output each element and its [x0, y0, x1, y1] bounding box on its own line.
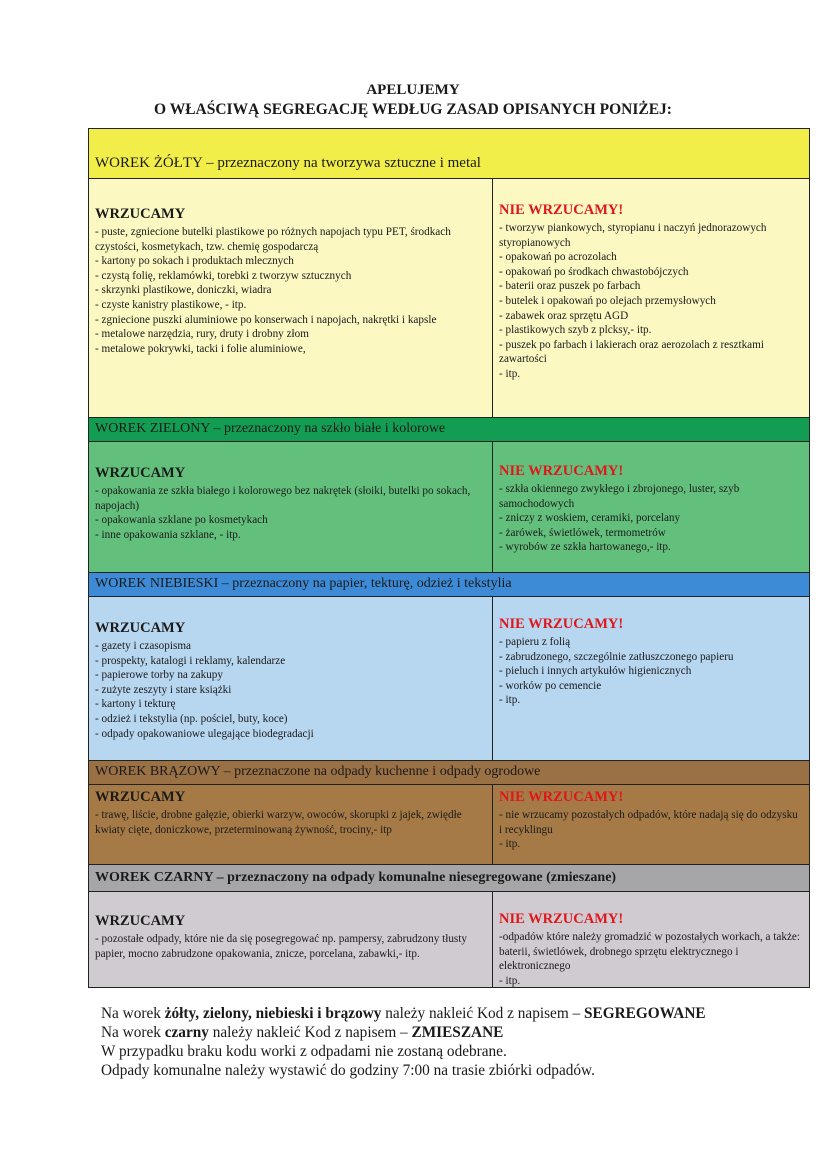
yellow-forbidden-list: [499, 221, 803, 382]
black-forbidden-cell: [493, 892, 809, 987]
blue-allowed-title: WRZUCAMY: [95, 620, 186, 636]
poster-title-line1: APELUJEMY: [366, 82, 460, 98]
list-item: - baterii oraz puszek po farbach: [499, 280, 641, 293]
poster-title-line2: O WŁAŚCIWĄ SEGREGACJĘ WEDŁUG ZASAD OPISANYCH PONIŻEJ:: [154, 101, 672, 118]
green-allowed-list: [95, 484, 486, 542]
list-item: - gazety i czasopisma: [95, 640, 191, 652]
list-item: - butelek i opakowań po olejach przemysłowych: [499, 294, 716, 307]
list-item: - zniczy z woskiem, ceramiki, porcelany: [499, 512, 681, 525]
list-item: - nie wrzucamy pozostałych odpadów, które nadają się do odzysku i recyklingu: [499, 809, 798, 836]
yellow-allowed-cell: [89, 179, 493, 417]
brown-forbidden-list: [499, 808, 803, 852]
footer-line-4: Odpady komunalne należy wystawić do godziny 7:00 na trasie zbiórki odpadów.: [101, 1062, 595, 1079]
black-allowed-cell: [89, 892, 493, 987]
black-bag-header: WOREK CZARNY – przeznaczony na odpady komunalne niesegregowane (zmieszane): [89, 865, 809, 892]
brown-bag-row: [89, 785, 809, 865]
yellow-bag-header: WOREK ŻÓŁTY – przeznaczony na tworzywa sztuczne i metal: [89, 129, 809, 179]
list-item: - opakowań po środkach chwastobójczych: [499, 265, 689, 278]
black-allowed-list: [95, 932, 486, 961]
list-item: - kartony po sokach i produktach mlecznych: [95, 255, 294, 268]
blue-bag-header: WOREK NIEBIESKI – przeznaczony na papier, tekturę, odzież i tekstylia: [89, 573, 809, 597]
yellow-forbidden-title: NIE WRZUCAMY!: [499, 202, 624, 218]
green-forbidden-list: [499, 482, 803, 555]
footer-text: Na worek: [101, 1024, 165, 1041]
list-item: - żarówek, świetlówek, termometrów: [499, 526, 666, 539]
list-item: - itp.: [499, 367, 521, 380]
list-item: - skrzynki plastikowe, doniczki, wiadra: [95, 284, 272, 297]
list-item: - inne opakowania szklane, - itp.: [95, 528, 241, 541]
list-item: - metalowe narzędzia, rury, druty i drobny złom: [95, 328, 309, 341]
green-bag-row: [89, 442, 809, 573]
green-forbidden-cell: [493, 442, 809, 572]
footer-line-2: [101, 1023, 706, 1042]
blue-bag-row: [89, 597, 809, 761]
list-item: - papieru z folią: [499, 636, 571, 648]
segregation-table: [88, 128, 810, 988]
footer-instructions: [101, 1004, 706, 1080]
list-item: - pieluch i innych artykułów higienicznych: [499, 665, 692, 678]
list-item: - tworzyw piankowych, styropianu i naczyń jednorazowych styropianowych: [499, 222, 767, 249]
list-item: - zabawek oraz sprzętu AGD: [499, 309, 629, 322]
brown-allowed-list: [95, 808, 486, 837]
green-bag-header: WOREK ZIELONY – przeznaczony na szkło białe i kolorowe: [89, 418, 809, 442]
list-item: - itp.: [499, 694, 521, 707]
list-item: - worków po cemencie: [499, 679, 602, 692]
brown-allowed-title: WRZUCAMY: [95, 789, 186, 805]
list-item: - zabrudzonego, szczególnie zatłuszczonego papieru: [499, 650, 734, 663]
list-item: - itp.: [499, 974, 521, 987]
black-allowed-title: WRZUCAMY: [95, 913, 186, 929]
blue-forbidden-title: NIE WRZUCAMY!: [499, 616, 624, 632]
list-item: - pozostałe odpady, które nie da się posegregować np. pampersy, zabrudzony tłusty papier, mocno zabrudzone opakowania, znicze, porcelana, zabawki,- itp.: [95, 933, 467, 960]
footer-bag-colors: żółty, zielony, niebieski i brązowy: [164, 1005, 382, 1022]
yellow-allowed-list: [95, 225, 486, 356]
green-allowed-title: WRZUCAMY: [95, 465, 186, 481]
list-item: - opakowania ze szkła białego i kolorowego bez nakrętek (słoiki, butelki po sokach, napojach): [95, 485, 471, 512]
blue-allowed-cell: [89, 597, 493, 760]
yellow-bag-row: [89, 179, 809, 418]
list-item: - puste, zgniecione butelki plastikowe po różnych napojach typu PET, środkach czystości, kosmetykach, tzw. chemię gospodarczą: [95, 226, 451, 253]
list-item: - czyste kanistry plastikowe, - itp.: [95, 298, 247, 311]
footer-bag-black: czarny: [164, 1024, 209, 1041]
brown-forbidden-title: NIE WRZUCAMY!: [499, 789, 624, 805]
list-item: - szkła okiennego zwykłego i zbrojonego, luster, szyb samochodowych: [499, 483, 740, 510]
footer-code-zmieszane: ZMIESZANE: [411, 1024, 504, 1041]
black-forbidden-list: [499, 930, 803, 987]
black-bag-row: [89, 892, 809, 987]
list-item: - odzież i tekstylia (np. pościel, buty, koce): [95, 712, 288, 725]
footer-line-3: W przypadku braku kodu worki z odpadami nie zostaną odebrane.: [101, 1043, 507, 1060]
footer-text: Na worek: [101, 1005, 165, 1022]
list-item: -odpadów które należy gromadzić w pozostałych workach, a także: baterii, świetlówek, drobnego sprzętu elektrycznego i elektronicznego: [499, 931, 801, 973]
footer-line-1: [101, 1004, 706, 1023]
list-item: - wyrobów ze szkła hartowanego,- itp.: [499, 541, 671, 554]
black-forbidden-title: NIE WRZUCAMY!: [499, 911, 624, 927]
blue-forbidden-cell: [493, 597, 809, 760]
footer-code-segregowane: SEGREGOWANE: [584, 1005, 706, 1022]
list-item: - itp.: [499, 838, 521, 851]
list-item: - kartony i tekturę: [95, 698, 176, 711]
list-item: - plastikowych szyb z plcksy,- itp.: [499, 324, 652, 337]
list-item: - zużyte zeszyty i stare książki: [95, 683, 232, 696]
brown-allowed-cell: [89, 785, 493, 864]
list-item: - opakowań po acrozolach: [499, 251, 617, 264]
yellow-allowed-title: WRZUCAMY: [95, 206, 186, 222]
list-item: - zgniecione puszki aluminiowe po konserwach i napojach, nakrętki i kapsle: [95, 313, 437, 326]
green-allowed-cell: [89, 442, 493, 572]
list-item: - prospekty, katalogi i reklamy, kalendarze: [95, 654, 286, 667]
brown-bag-header: WOREK BRĄZOWY – przeznaczone na odpady kuchenne i odpady ogrodowe: [89, 761, 809, 785]
blue-allowed-list: [95, 639, 486, 741]
list-item: - puszek po farbach i lakierach oraz aerozolach z resztkami zawartości: [499, 338, 764, 366]
list-item: - czystą folię, reklamówki, torebki z tworzyw sztucznych: [95, 269, 352, 282]
footer-text: należy nakleić Kod z napisem –: [208, 1024, 412, 1041]
list-item: - opakowania szklane po kosmetykach: [95, 514, 268, 527]
list-item: - trawę, liście, drobne gałęzie, obierki warzyw, owoców, skorupki z jajek, zwiędłe kwiaty cięte, doniczkowe, przeterminowaną żywność, trociny,- itp: [95, 809, 462, 836]
list-item: - papierowe torby na zakupy: [95, 669, 223, 682]
list-item: - odpady opakowaniowe ulegające biodegradacji: [95, 727, 314, 740]
blue-forbidden-list: [499, 635, 803, 708]
footer-text: należy nakleić Kod z napisem –: [381, 1005, 585, 1022]
list-item: - metalowe pokrywki, tacki i folie aluminiowe,: [95, 342, 306, 355]
yellow-forbidden-cell: [493, 179, 809, 417]
brown-forbidden-cell: [493, 785, 809, 864]
green-forbidden-title: NIE WRZUCAMY!: [499, 463, 624, 479]
